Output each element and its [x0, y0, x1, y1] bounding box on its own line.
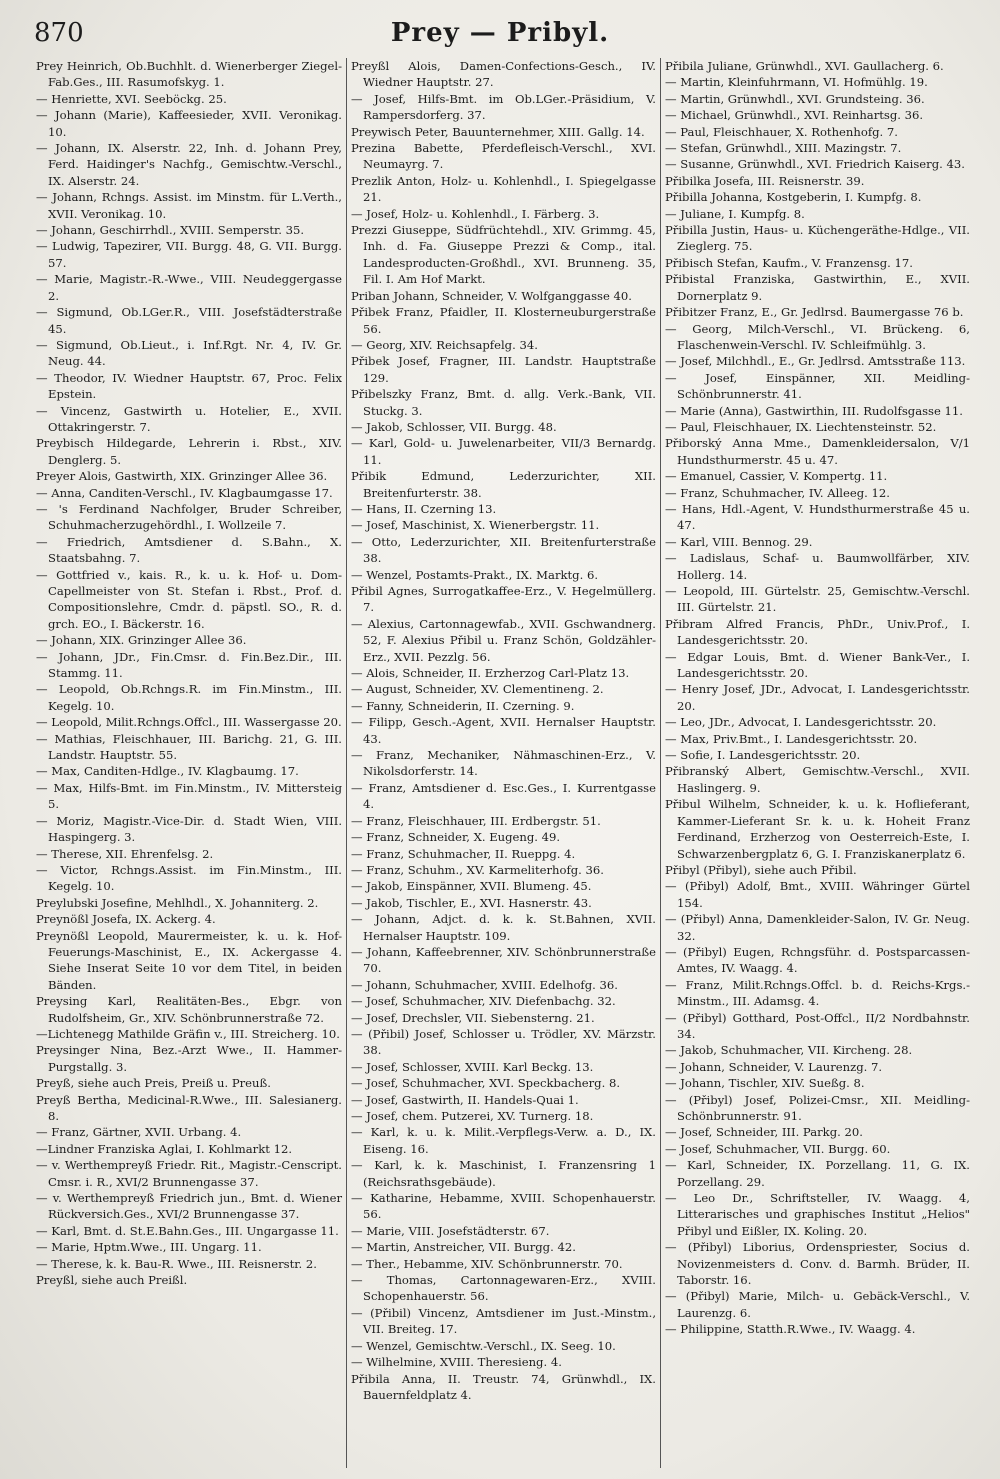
directory-entry: — Emanuel, Cassier, V. Kompertg. 11. [665, 469, 888, 484]
directory-entry: — Marie, VIII. Josefstädterstr. 67. [351, 1223, 550, 1238]
directory-entry: — Marie, Hptm.Wwe., III. Ungarg. 11. [36, 1240, 262, 1255]
directory-entry: — Hans, II. Czerning 13. [351, 501, 497, 516]
directory-entry: — (Přibil) Vincenz, Amtsdiener im Just.-Minstm., VII. Breiteg. 17. [351, 1305, 656, 1337]
directory-entry: — Philippine, Statth.R.Wwe., IV. Waagg. 4. [665, 1322, 916, 1337]
directory-entry: — v. Werthempreyß Friedr. Rit., Magistr.-Censcript. Cmsr. i. R., XVI/2 Brunnengasse 37. [36, 1158, 342, 1189]
directory-entry: — (Přibyl) Josef, Polizei-Cmsr., XII. Meidling-Schönbrunnerstr. 91. [665, 1092, 970, 1123]
directory-entry: — Josef, Holz- u. Kohlenhdl., I. Färberg. 3. [351, 206, 600, 221]
directory-entry: — Hans, Hdl.-Agent, V. Hundsthurmerstraße 45 u. 47. [665, 501, 970, 533]
directory-entry: — Josef, Drechsler, VII. Siebensterng. 21. [351, 1010, 595, 1025]
directory-entry: — Jakob, Schuhmacher, VII. Kircheng. 28. [665, 1043, 913, 1058]
directory-entry: — Ther., Hebamme, XIV. Schönbrunnerstr. 70. [351, 1256, 623, 1271]
directory-entry: — (Přibyl) Eugen, Rchngsführ. d. Postsparcassen-Amtes, IV. Waagg. 4. [665, 944, 970, 976]
directory-entry: Prezlik Anton, Holz- u. Kohlenhdl., I. Spiegelgasse 21. [351, 173, 656, 205]
directory-entry: Přibelszky Franz, Bmt. d. allg. Verk.-Bank, VII. Stuckg. 3. [351, 387, 656, 418]
directory-entry: — Katharine, Hebamme, XVIII. Schopenhauerstr. 56. [351, 1191, 656, 1222]
directory-entry: — Josef, Schuhmacher, XIV. Diefenbachg. 32. [351, 994, 616, 1009]
directory-entry: — Josef, chem. Putzerei, XV. Turnerg. 18. [351, 1109, 594, 1123]
directory-entry: Přibranský Albert, Gemischtw.-Verschl., XVII. Haslingerg. 9. [665, 764, 970, 795]
directory-entry: — Filipp, Gesch.-Agent, XVII. Hernalser Hauptstr. 43. [351, 715, 656, 746]
directory-entry: Přibek Josef, Fragner, III. Landstr. Hauptstraße 129. [351, 354, 656, 385]
directory-entry: — Leopold, Milit.Rchngs.Offcl., III. Wassergasse 20. [36, 715, 342, 730]
directory-entry: — Franz, Schneider, X. Eugeng. 49. [351, 830, 561, 845]
directory-entry: — Paul, Fleischhauer, X. Rothenhofg. 7. [665, 124, 898, 139]
directory-entry: — Josef, Milchhdl., E., Gr. Jedlrsd. Amtsstraße 113. [665, 354, 966, 369]
directory-entry: — Susanne, Grünwhdl., XVI. Friedrich Kaiserg. 43. [665, 157, 965, 172]
directory-entry: — (Přibyl) Anna, Damenkleider-Salon, IV. Gr. Neug. 32. [665, 912, 970, 943]
directory-entry: — Michael, Grünwhdl., XVI. Reinhartsg. 36. [665, 108, 924, 123]
directory-entry: — (Přibil) Josef, Schlosser u. Trödler, XV. Märzstr. 38. [351, 1026, 656, 1058]
directory-entry: — Jakob, Schlosser, VII. Burgg. 48. [351, 419, 557, 434]
directory-entry: — Sigmund, Ob.Lieut., i. Inf.Rgt. Nr. 4, IV. Gr. Neug. 44. [36, 337, 342, 369]
directory-entry: — Josef, Schuhmacher, XVI. Speckbacherg. 8. [351, 1076, 621, 1091]
page-number: 870 [34, 18, 84, 48]
directory-entry: Preyß Bertha, Medicinal-R.Wwe., III. Salesianerg. 8. [36, 1092, 342, 1123]
directory-entry: — Sofie, I. Landesgerichtsstr. 20. [665, 748, 861, 763]
directory-entry: — Karl, Schneider, IX. Porzellang. 11, G. IX. Porzellang. 29. [665, 1158, 970, 1189]
directory-entry: Přibisch Stefan, Kaufm., V. Franzensg. 17. [665, 255, 913, 270]
directory-entry: —Lichtenegg Mathilde Gräfin v., III. Streicherg. 10. [36, 1026, 340, 1041]
directory-entry: — Johann (Marie), Kaffeesieder, XVII. Veronikag. 10. [36, 108, 342, 139]
directory-entry: — Leopold, III. Gürtelstr. 25, Gemischtw.-Verschl. III. Gürtelstr. 21. [665, 584, 970, 615]
directory-entry: — Josef, Maschinist, X. Wienerbergstr. 11. [351, 518, 600, 533]
directory-entry: — Franz, Schuhm., XV. Karmeliterhofg. 36. [351, 862, 604, 877]
directory-entry: Preyßl, siehe auch Preißl. [36, 1273, 188, 1288]
directory-entry: — Max, Canditen-Hdlge., IV. Klagbaumg. 17. [36, 764, 299, 779]
directory-entry: — (Přibyl) Liborius, Ordenspriester, Socius d. Novizenmeisters d. Conv. d. Barmh. Brüder, II. Taborstr. 16. [665, 1240, 970, 1288]
directory-entry: — Martin, Kleinfuhrmann, VI. Hofmühlg. 19. [665, 75, 928, 90]
directory-entry: — Ludwig, Tapezirer, VII. Burgg. 48, G. VII. Burgg. 57. [36, 239, 342, 270]
directory-entry: — Josef, Hilfs-Bmt. im Ob.LGer.-Präsidium, V. Rampersdorferg. 37. [351, 91, 656, 123]
directory-entry: — Henry Josef, JDr., Advocat, I. Landesgerichtsstr. 20. [665, 682, 970, 713]
directory-entry: — Franz, Milit.Rchngs.Offcl. b. d. Reichs-Krgs.-Minstm., III. Adamsg. 4. [665, 977, 970, 1009]
directory-entry: — (Přibyl) Marie, Milch- u. Gebäck-Verschl., V. Laurenzg. 6. [665, 1289, 970, 1320]
directory-entry: — Max, Priv.Bmt., I. Landesgerichtsstr. 20. [665, 731, 918, 746]
directory-entry: — Therese, k. k. Bau-R. Wwe., III. Reisnerstr. 2. [36, 1256, 317, 1271]
directory-entry: — Georg, XIV. Reichsapfelg. 34. [351, 337, 538, 352]
directory-entry: — Franz, Schuhmacher, II. Rueppg. 4. [351, 846, 576, 861]
directory-entry: — Victor, Rchngs.Assist. im Fin.Minstm., III. Kegelg. 10. [36, 862, 342, 894]
directory-entry: Preybisch Hildegarde, Lehrerin i. Rbst., XIV. Denglerg. 5. [36, 436, 342, 467]
directory-entry: — Max, Hilfs-Bmt. im Fin.Minstm., IV. Mittersteig 5. [36, 780, 342, 812]
directory-entry: — Franz, Mechaniker, Nähmaschinen-Erz., V. Nikolsdorferstr. 14. [351, 748, 656, 779]
directory-entry: — Martin, Grünwhdl., XVI. Grundsteing. 36. [665, 91, 925, 106]
directory-entry: — v. Werthempreyß Friedrich jun., Bmt. d. Wiener Rückversich.Ges., XVI/2 Brunnengasse 37. [36, 1191, 342, 1222]
directory-entry: Preynößl Josefa, IX. Ackerg. 4. [36, 912, 216, 927]
directory-entry: Prezzi Giuseppe, Südfrüchtehdl., XIV. Grimmg. 45, Inh. d. Fa. Giuseppe Prezzi & Comp., ital. Landesproducten-Großhdl., XVI. Brunneng. 35, Fil. I. Am Hof Markt. [351, 223, 656, 287]
directory-entry: — Josef, Gastwirth, II. Handels-Quai 1. [351, 1092, 579, 1107]
directory-entry: Preyßl Alois, Damen-Confections-Gesch., IV. Wiedner Hauptstr. 27. [351, 59, 656, 90]
directory-entry: — Johann, Kaffeebrenner, XIV. Schönbrunnerstraße 70. [351, 944, 656, 976]
directory-entry: — Johann, Geschirrhdl., XVIII. Semperstr. 35. [36, 223, 305, 238]
directory-entry: — Johann, JDr., Fin.Cmsr. d. Fin.Bez.Dir., III. Stammg. 11. [36, 649, 342, 681]
directory-entry: — Anna, Canditen-Verschl., IV. Klagbaumgasse 17. [36, 485, 333, 500]
directory-entry: Preysing Karl, Realitäten-Bes., Ebgr. von Rudolfsheim, Gr., XIV. Schönbrunnerstraße 72. [36, 994, 342, 1025]
directory-entry: — (Přibyl) Adolf, Bmt., XVIII. Währinger Gürtel 154. [665, 879, 970, 910]
column-right [660, 58, 974, 1468]
directory-entry: — Edgar Louis, Bmt. d. Wiener Bank-Ver., I. Landesgerichtsstr. 20. [665, 649, 970, 681]
directory-entry: — Thomas, Cartonnagewaren-Erz., XVIII. Schopenhauerstr. 56. [351, 1273, 656, 1304]
directory-entry: Preyer Alois, Gastwirth, XIX. Grinzinger Allee 36. [36, 469, 328, 484]
directory-entry: — Mathias, Fleischhauer, III. Barichg. 21, G. III. Landstr. Hauptstr. 55. [36, 731, 342, 763]
columns [32, 58, 976, 1468]
directory-entry: Přibek Franz, Pfaidler, II. Klosterneuburgerstraße 56. [351, 305, 656, 336]
directory-entry: — Leo Dr., Schriftsteller, IV. Waagg. 4, Litterarisches und graphisches Institut „Helios" Přibyl und Eißler, IX. Koling. 20. [665, 1191, 970, 1238]
directory-entry: — Otto, Lederzurichter, XII. Breitenfurterstraße 38. [351, 534, 656, 566]
directory-entry: — Theodor, IV. Wiedner Hauptstr. 67, Proc. Felix Epstein. [36, 370, 342, 402]
directory-entry: Přibyl (Přibyl), siehe auch Přibil. [665, 862, 857, 877]
directory-entry: — Henriette, XVI. Seeböckg. 25. [36, 91, 227, 106]
directory-entry: Přibilka Josefa, III. Reisnerstr. 39. [665, 173, 865, 188]
directory-entry: — Alexius, Cartonnagewfab., XVII. Gschwandnerg. 52, F. Alexius Přibil u. Franz Schön, Goldzähler-Erz., XVII. Pezzlg. 56. [351, 616, 656, 664]
page-header [30, 14, 970, 54]
directory-entry: — Josef, Einspänner, XII. Meidling-Schönbrunnerstr. 41. [665, 370, 970, 402]
directory-entry: Přibila Anna, II. Treustr. 74, Grünwhdl., IX. Bauernfeldplatz 4. [351, 1371, 656, 1402]
directory-entry: Přibilla Johanna, Kostgeberin, I. Kumpfg. 8. [665, 190, 922, 205]
directory-entry: Přibila Juliane, Grünwhdl., XVI. Gaullacherg. 6. [665, 59, 944, 73]
directory-entry: Přibilla Justin, Haus- u. Küchengeräthe-Hdlge., VII. Zieglerg. 75. [665, 223, 970, 254]
directory-entry: Preylubski Josefine, Mehlhdl., X. Johanniterg. 2. [36, 895, 319, 910]
directory-entry: — Johann, Schuhmacher, XVIII. Edelhofg. 36. [351, 977, 618, 992]
directory-entry: — Wenzel, Gemischtw.-Verschl., IX. Seeg. 10. [351, 1338, 616, 1353]
directory-entry: Přibitzer Franz, E., Gr. Jedlrsd. Baumergasse 76 b. [665, 305, 964, 320]
directory-entry: — Karl, VIII. Bennog. 29. [665, 534, 813, 549]
directory-entry: — Josef, Schlosser, XVIII. Karl Beckg. 13. [351, 1059, 594, 1074]
directory-entry: — Karl, Bmt. d. St.E.Bahn.Ges., III. Ungargasse 11. [36, 1223, 339, 1238]
directory-entry: — Sigmund, Ob.LGer.R., VIII. Josefstädterstraße 45. [36, 305, 342, 336]
directory-entry: — Josef, Schneider, III. Parkg. 20. [665, 1125, 863, 1140]
directory-entry: — Johann, Rchngs. Assist. im Minstm. für L.Verth., XVII. Veronikag. 10. [36, 190, 342, 221]
directory-entry: — Leo, JDr., Advocat, I. Landesgerichtsstr. 20. [665, 715, 937, 730]
directory-entry: — Johann, IX. Alserstr. 22, Inh. d. Johann Prey, Ferd. Haidinger's Nachfg., Gemischtw.-Verschl., IX. Alserstr. 24. [36, 141, 342, 188]
directory-entry: — Franz, Amtsdiener d. Esc.Ges., I. Kurrentgasse 4. [351, 780, 656, 812]
directory-entry: — 's Ferdinand Nachfolger, Bruder Schreiber, Schuhmacherzugehördhl., I. Wollzeile 7. [36, 501, 342, 533]
directory-entry: — Leopold, Ob.Rchngs.R. im Fin.Minstm., III. Kegelg. 10. [36, 682, 342, 713]
directory-entry: — Marie (Anna), Gastwirthin, III. Rudolfsgasse 11. [665, 403, 963, 418]
directory-entry: Přibistal Franziska, Gastwirthin, E., XVII. Dornerplatz 9. [665, 272, 970, 303]
directory-entry: — Juliane, I. Kumpfg. 8. [665, 206, 805, 221]
directory-entry: — Jakob, Einspänner, XVII. Blumeng. 45. [351, 879, 592, 894]
directory-entry: Preyß, siehe auch Preis, Preiß u. Preuß. [36, 1076, 271, 1091]
directory-entry: — Stefan, Grünwhdl., XIII. Mazingstr. 7. [665, 141, 902, 156]
directory-entry: Přiborský Anna Mme., Damenkleidersalon, V/1 Hundsthurmerstr. 45 u. 47. [665, 436, 970, 467]
directory-entry: — Friedrich, Amtsdiener d. S.Bahn., X. Staatsbahng. 7. [36, 534, 342, 566]
directory-entry: Přibul Wilhelm, Schneider, k. u. k. Hoflieferant, Kammer-Lieferant Sr. k. u. k. Hoheit Franz Ferdinand, Erzherzog von Oesterreich-Este, I. Schwarzenbergplatz 6, G. I. Franziskanerplatz 6. [665, 797, 970, 861]
directory-entry: — August, Schneider, XV. Clementineng. 2. [351, 682, 604, 697]
directory-entry: — Fanny, Schneiderin, II. Czerning. 9. [351, 698, 575, 713]
directory-entry: — Moriz, Magistr.-Vice-Dir. d. Stadt Wien, VIII. Haspingerg. 3. [36, 813, 342, 845]
directory-entry: — Franz, Fleischhauer, III. Erdbergstr. 51. [351, 813, 601, 828]
directory-entry: — Alois, Schneider, II. Erzherzog Carl-Platz 13. [351, 666, 630, 681]
column-middle [346, 58, 660, 1468]
directory-entry: —Lindner Franziska Aglai, I. Kohlmarkt 12. [36, 1141, 293, 1156]
directory-entry: — Jakob, Tischler, E., XVI. Hasnerstr. 43. [351, 895, 592, 910]
directory-entry: — Vincenz, Gastwirth u. Hotelier, E., XVII. Ottakringerstr. 7. [36, 403, 342, 434]
directory-entry: — Franz, Schuhmacher, IV. Alleeg. 12. [665, 485, 890, 500]
directory-entry: — Karl, k. k. Maschinist, I. Franzensring 1 (Reichsrathsgebäude). [351, 1158, 656, 1189]
directory-entry: Preywisch Peter, Bauunternehmer, XIII. Gallg. 14. [351, 124, 645, 139]
directory-entry: — Johann, Adjct. d. k. k. St.Bahnen, XVII. Hernalser Hauptstr. 109. [351, 912, 656, 943]
directory-entry: Priban Johann, Schneider, V. Wolfganggasse 40. [351, 288, 632, 303]
directory-entry: — Johann, XIX. Grinzinger Allee 36. [36, 633, 247, 648]
directory-entry: — Ladislaus, Schaf- u. Baumwollfärber, XIV. Hollerg. 14. [665, 551, 970, 582]
directory-entry: — Karl, Gold- u. Juwelenarbeiter, VII/3 Bernardg. 11. [351, 436, 656, 467]
directory-entry: — Martin, Anstreicher, VII. Burgg. 42. [351, 1240, 576, 1255]
directory-entry: — Johann, Tischler, XIV. Sueßg. 8. [665, 1076, 865, 1091]
directory-entry: — Wenzel, Postamts-Prakt., IX. Marktg. 6. [351, 567, 599, 582]
directory-entry: — Gottfried v., kais. R., k. u. k. Hof- u. Dom-Capellmeister von St. Stefan i. Rbst., Prof. d. Compositionslehre, Cmdr. d. päpstl. SO., R. d. grch. EO., I. Bäckerstr. 16. [36, 567, 342, 631]
directory-entry: — (Přibyl) Gotthard, Post-Offcl., II/2 Nordbahnstr. 34. [665, 1010, 970, 1041]
directory-entry: Prey Heinrich, Ob.Buchhlt. d. Wienerberger Ziegel-Fab.Ges., III. Rasumofskyg. 1. [36, 59, 342, 90]
directory-entry: — Wilhelmine, XVIII. Theresieng. 4. [351, 1355, 562, 1370]
column-left [32, 58, 346, 1468]
directory-entry: — Josef, Schuhmacher, VII. Burgg. 60. [665, 1141, 891, 1156]
directory-entry: — Franz, Gärtner, XVII. Urbang. 4. [36, 1125, 242, 1140]
directory-entry: Preysinger Nina, Bez.-Arzt Wwe., II. Hammer-Purgstallg. 3. [36, 1043, 342, 1074]
directory-entry: — Johann, Schneider, V. Laurenzg. 7. [665, 1059, 883, 1074]
directory-entry: — Paul, Fleischhauer, IX. Liechtensteinstr. 52. [665, 419, 937, 434]
directory-entry: Přibik Edmund, Lederzurichter, XII. Breitenfurterstr. 38. [351, 469, 656, 500]
directory-entry: — Karl, k. u. k. Milit.-Verpflegs-Verw. a. D., IX. Eiseng. 16. [351, 1125, 656, 1156]
directory-entry: — Marie, Magistr.-R.-Wwe., VIII. Neudeggergasse 2. [36, 272, 342, 303]
directory-entry: Preynößl Leopold, Maurermeister, k. u. k. Hof-Feuerungs-Maschinist, E., IX. Ackergasse 4. Siehe Inserat Seite 10 vor dem Titel, in beiden Bänden. [36, 928, 342, 992]
directory-entry: Prezina Babette, Pferdefleisch-Verschl., XVI. Neumayrg. 7. [351, 141, 656, 172]
directory-entry: — Georg, Milch-Verschl., VI. Brückeng. 6, Flaschenwein-Verschl. IV. Schleifmühlg. 3. [665, 321, 970, 352]
directory-entry: Přibram Alfred Francis, PhDr., Univ.Prof., I. Landesgerichtsstr. 20. [665, 616, 970, 648]
directory-entry: — Therese, XII. Ehrenfelsg. 2. [36, 846, 214, 861]
running-title: Prey — Pribyl. [390, 18, 610, 48]
directory-entry: Přibil Agnes, Surrogatkaffee-Erz., V. Hegelmüllerg. 7. [351, 584, 656, 615]
